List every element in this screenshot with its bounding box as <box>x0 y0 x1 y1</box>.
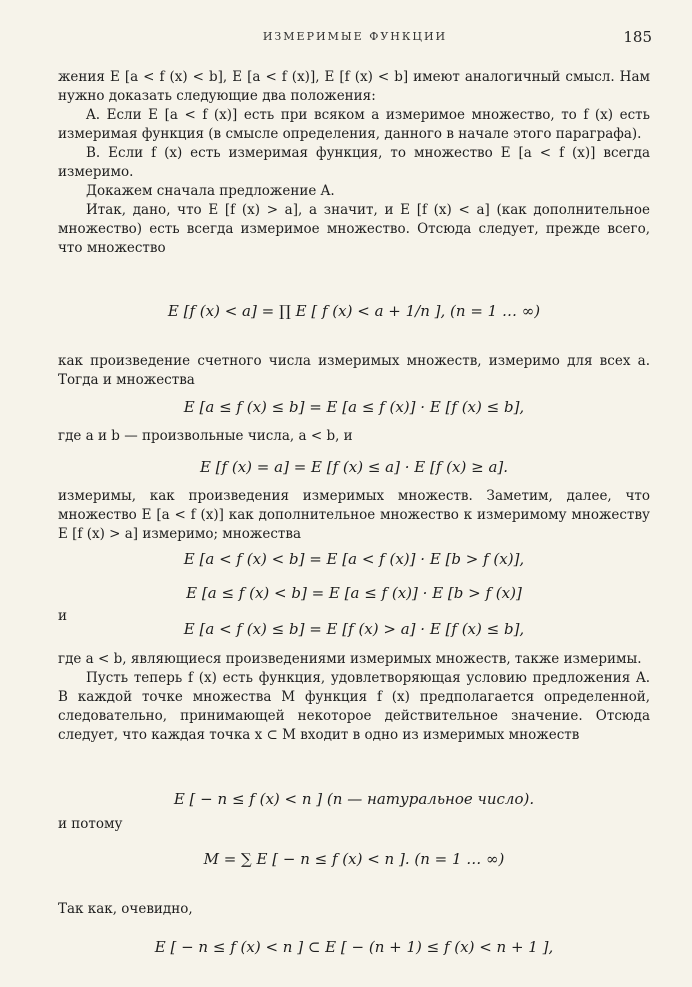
paragraph: Докажем сначала предложение A. <box>86 183 335 199</box>
text-block-6 <box>58 815 650 834</box>
paragraph: B. Если f (x) есть измеримая функция, то множество E [a < f (x)] всегда измеримо. <box>58 145 650 180</box>
text-block-1 <box>58 68 650 258</box>
paragraph: и потому <box>58 816 123 832</box>
paragraph: измеримы, как произведения измеримых множеств. Заметим, далее, что множество E [a < f (x)] как дополнительное множество к измеримому множеству E [f (x) > a] измеримо; множества <box>58 488 650 542</box>
formula: E [a < f (x) ≤ b] = E [f (x) > a] · E [f (x) ≤ b], <box>183 620 525 638</box>
paragraph: Итак, дано, что E [f (x) > a], а значит, и E [f (x) < a] (как дополнительное множество) есть всегда измеримое множество. Отсюда следует, прежде всего, что множество <box>58 202 650 256</box>
running-title: ИЗМЕРИМЫЕ ФУНКЦИИ <box>262 30 448 43</box>
paragraph: где a < b, являющиеся произведениями измеримых множеств, также измеримы. <box>58 651 642 667</box>
paragraph: жения E [a < f (x) < b], E [a < f (x)], E [f (x) < b] имеют аналогичный смысл. Нам нужно доказать следующие два положения: <box>58 69 650 104</box>
text-block-7 <box>58 900 650 919</box>
paragraph: как произведение счетного числа измеримых множеств, измеримо для всех a. Тогда и множества <box>58 353 650 388</box>
formula: E [ − n ≤ f (x) < n ] ⊂ E [ − (n + 1) ≤ f (x) < n + 1 ], <box>154 938 554 956</box>
page-number: 185 <box>623 28 652 46</box>
formula: E [f (x) < a] = ∏ E [ f (x) < a + 1/n ], (n = 1 … ∞) <box>167 302 541 320</box>
text-block-2 <box>58 352 650 390</box>
page-header <box>58 30 652 50</box>
formula: E [a ≤ f (x) ≤ b] = E [a ≤ f (x)] · E [f (x) ≤ b], <box>183 398 525 416</box>
text-block-4 <box>58 487 650 544</box>
formula: E [a ≤ f (x) < b] = E [a ≤ f (x)] · E [b > f (x)] <box>186 584 522 602</box>
conjunction: и <box>58 608 67 624</box>
paragraph: где a и b — произвольные числа, a < b, и <box>58 428 353 444</box>
paragraph: A. Если E [a < f (x)] есть при всяком a измеримое множество, то f (x) есть измеримая функция (в смысле определения, данного в начале этого параграфа). <box>58 107 650 142</box>
paragraph: Так как, очевидно, <box>58 901 193 917</box>
formula: E [ − n ≤ f (x) < n ] (n — натуральное число). <box>173 790 535 808</box>
paragraph: Пусть теперь f (x) есть функция, удовлетворяющая условию предложения A. В каждой точке множества M функция f (x) предполагается определенной, следовательно, принимающей некоторое действительное значение. Отсюда следует, что каждая точка x ⊂ M входит в одно из измеримых множеств <box>58 670 650 743</box>
formula: E [f (x) = a] = E [f (x) ≤ a] · E [f (x) ≥ a]. <box>199 458 509 476</box>
formula: E [a < f (x) < b] = E [a < f (x)] · E [b > f (x)], <box>183 550 525 568</box>
text-block-3 <box>58 427 650 446</box>
formula: M = ∑ E [ − n ≤ f (x) < n ]. (n = 1 … ∞) <box>203 850 505 868</box>
text-block-5 <box>58 650 650 745</box>
